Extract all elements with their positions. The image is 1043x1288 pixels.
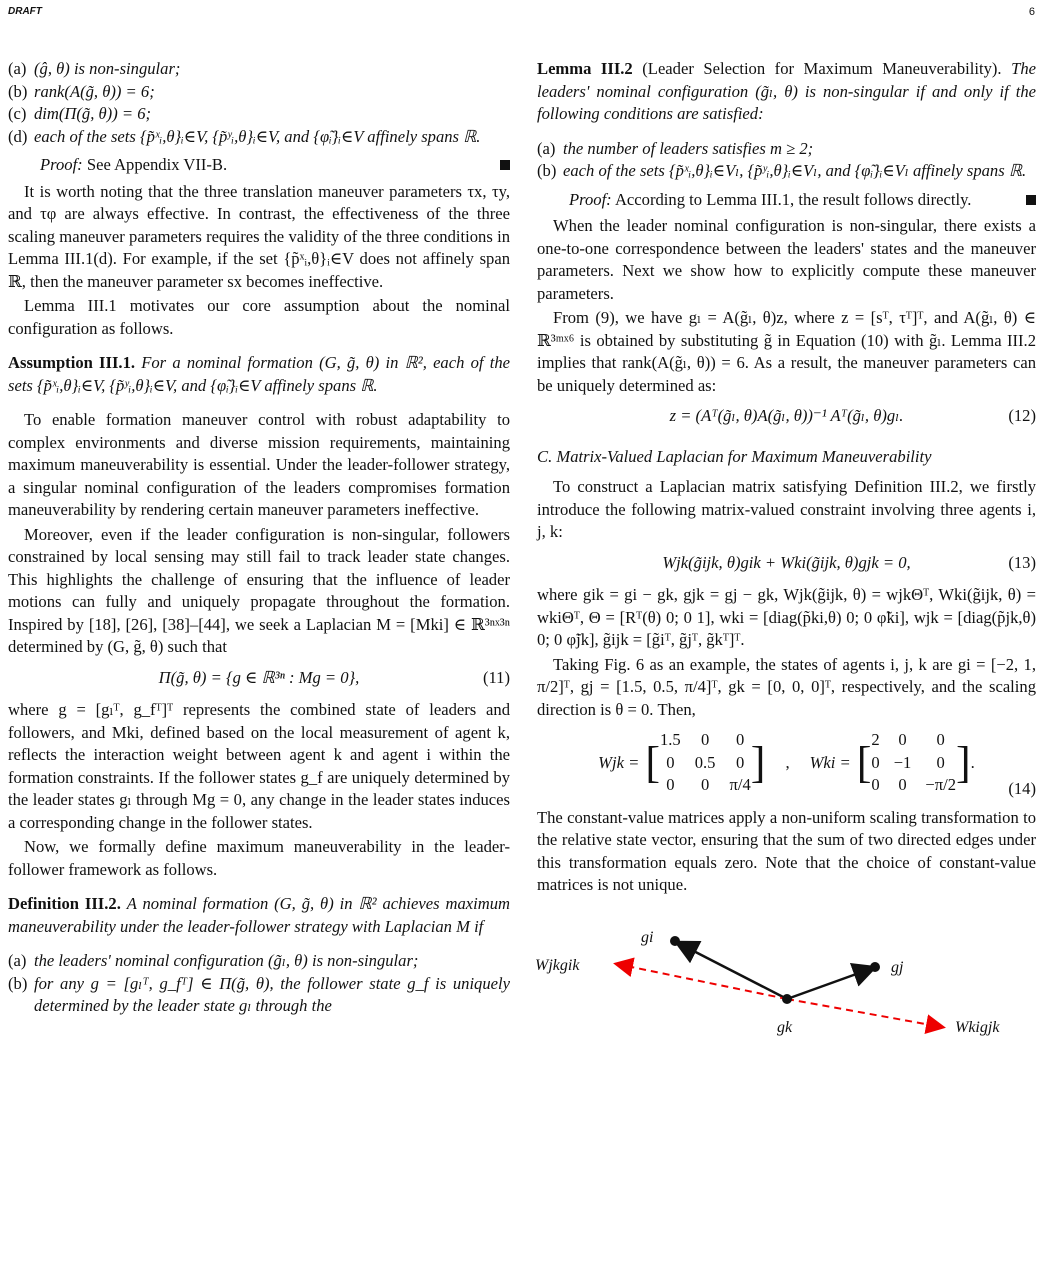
edge-gk-gi xyxy=(678,943,787,999)
wjk-matrix-cell: 0 xyxy=(666,775,675,794)
wjk-matrix-cell: 0 xyxy=(666,752,675,772)
wki-matrix-cell: −1 xyxy=(893,752,912,772)
draft-label: DRAFT xyxy=(8,6,42,17)
proof-text: See Appendix VII-B. xyxy=(86,155,228,174)
figure-6 xyxy=(537,911,1036,1061)
paragraph: From (9), we have gₗ = A(g̃ₗ, θ)z, where z = [sᵀ, τᵀ]ᵀ, and A(g̃ₗ, θ) ∈ ℝ³ᵐˣ⁶ is obtained by substituting g̃ in Equation (10) with g̃ₗ. Lemma III.2 implies that rank(A(g̃ₗ, θ)) = 6. As a result, the maneuver parameters can be uniquely determined as: xyxy=(537,308,1036,395)
edge-wjkgik xyxy=(617,964,787,999)
label-wkigjk: Wkigjk xyxy=(955,1018,1000,1036)
proof xyxy=(537,189,1036,212)
paragraph: The constant-value matrices apply a non-uniform scaling transformation to the relative state vector, ensuring that the sum of two directed edges under this transformation equals zero. Note that the choice of constant-value matrices is not unique. xyxy=(537,807,1036,894)
wki-matrix-cell: 0 xyxy=(898,775,907,794)
proof-text: According to Lemma III.1, the result follows directly. xyxy=(614,189,972,209)
wki-matrix-cell: 2 xyxy=(871,730,880,749)
equation-number: (11) xyxy=(482,667,510,687)
wjk-matrix-cell: 0 xyxy=(700,775,710,794)
wjk-matrix-cell: 0 xyxy=(735,730,745,749)
wjk-matrix-cell: 0.5 xyxy=(694,752,716,772)
wki-matrix-cell: −π/2 xyxy=(925,775,957,794)
paragraph: where g = [gₗᵀ, g_fᵀ]ᵀ represents the combined state of leaders and followers, and Mki, defined based on the local measurement of agent k, reflects the interaction weight between agent k and agent i within the formation constraints. If the follower states g_f are uniquely determined by the leader states gₗ through Mg = 0, any change in the leader states induces a corresponding change in the follower states. xyxy=(8,700,510,832)
list-item: (b) each of the sets {p̃ˣᵢ,θ}ᵢ∈Vₗ, {p̃ʸᵢ,θ}ᵢ∈Vₗ, and {φ̃ᵢ}ᵢ∈Vₗ affinely spans ℝ. xyxy=(537,161,1027,180)
wki-matrix-cell: 0 xyxy=(936,730,945,749)
wki-label: Wki = xyxy=(809,752,851,772)
lemma-conditions-list xyxy=(8,58,510,148)
label-gi: gi xyxy=(641,928,654,946)
paragraph: It is worth noting that the three translation maneuver parameters τx, τy, and τφ are always effective. In contrast, the effectiveness of the three scaling maneuver parameters requires the validity of the three conditions in Lemma III.1(d). For example, if the set {p̃ˣᵢ,θ}ᵢ∈V does not affinely span ℝ, then the maneuver parameter sx becomes ineffective. xyxy=(8,181,510,291)
list-item: (a) the leaders' nominal configuration (g̃ₗ, θ) is non-singular; xyxy=(8,951,419,970)
definition-title: Definition III.2. xyxy=(8,894,121,913)
qed-square xyxy=(1026,195,1036,205)
paragraph: Taking Fig. 6 as an example, the states of agents i, j, k are gi = [−2, 1, π/2]ᵀ, gj = [1.5, 0.5, π/4]ᵀ, gk = [0, 0, 0]ᵀ, respectively, and the scaling direction is θ = 0. Then, xyxy=(537,654,1036,719)
list-item: (a) (ĝ, θ) is non-singular; xyxy=(8,59,181,78)
page-number: 6 xyxy=(1028,6,1035,18)
label-gk: gk xyxy=(777,1018,793,1036)
paragraph: When the leader nominal configuration is non-singular, there exists a one-to-one correspondence between the leaders' states and the maneuver parameters. Next we show how to explicitly compute these maneuver parameters. xyxy=(537,216,1036,303)
wki-matrix: [ 2 0 0 0 −1 0 0 0 −π/2 ] xyxy=(857,729,971,797)
assumption-title: Assumption III.1. xyxy=(8,353,136,372)
node-gj xyxy=(870,962,880,972)
paragraph: Now, we formally define maximum maneuverability in the leader-follower framework as follows. xyxy=(8,837,510,879)
wjk-matrix-cell: 1.5 xyxy=(659,730,681,749)
wki-matrix-cell: 0 xyxy=(936,752,945,772)
label-wjkgik: Wjkgik xyxy=(535,956,580,974)
definition xyxy=(8,893,510,938)
wjk-matrix-cell: π/4 xyxy=(729,775,751,794)
proof-label: Proof: xyxy=(569,189,612,209)
lemma-subtitle: (Leader Selection for Maximum Maneuverability). xyxy=(642,59,1002,78)
list-item: (d) each of the sets {p̃ˣᵢ,θ}ᵢ∈V, {p̃ʸᵢ,θ}ᵢ∈V, and {φ̃ᵢ}ᵢ∈V affinely spans ℝ. xyxy=(8,126,481,146)
equation-number: (12) xyxy=(1008,406,1036,425)
lemma-title: Lemma III.2 xyxy=(537,59,633,78)
equation-number: (14) xyxy=(1008,779,1036,798)
lemma-text: The leaders' nominal configuration (g̃ₗ, θ) is non-singular if and only if the following conditions are satisfied: xyxy=(537,59,1037,123)
assumption xyxy=(8,352,510,397)
lemma-conditions-list xyxy=(537,138,1036,183)
assumption-text: For a nominal formation (G, g̃, θ) in ℝ², each of the sets {p̃ˣᵢ,θ}ᵢ∈V, {p̃ʸᵢ,θ}ᵢ∈V, and {φ̃ᵢ}ᵢ∈V affinely spans ℝ. xyxy=(8,353,510,395)
wjk-label: Wjk = xyxy=(598,752,640,772)
wki-matrix-cell: 0 xyxy=(871,775,880,794)
qed-square xyxy=(500,160,510,170)
list-item: (b) rank(A(g̃, θ)) = 6; xyxy=(8,81,155,101)
paragraph: where gik = gi − gk, gjk = gj − gk, Wjk(g̃ijk, θ) = wjkΘᵀ, Wki(g̃ijk, θ) = wkiΘᵀ, Θ = [Rᵀ(θ) 0; 0 1], wki = [diag(p̃ki,θ) 0; 0 φ̃ki], wjk = [diag(p̃jk,θ) 0; 0 φ̃jk], g̃ijk = [g̃iᵀ, g̃jᵀ, g̃kᵀ]ᵀ. xyxy=(537,585,1036,649)
lemma xyxy=(537,58,1036,126)
equation-number: (13) xyxy=(1008,552,1036,572)
paragraph: To enable formation maneuver control with robust adaptability to complex environments and diverse mission requirements, maintaining maximum maneuverability is essential. Under the leader-follower strategy, a singular nominal configuration of the leaders compromises formation maneuverability by rendering certain maneuver parameters ineffective. xyxy=(8,410,510,519)
section-heading: C. Matrix-Valued Laplacian for Maximum Maneuverability xyxy=(537,446,932,466)
wjk-matrix-cell: 0 xyxy=(700,730,710,749)
list-item: (b) for any g = [gₗᵀ, g_fᵀ] ∈ Π(g̃, θ), the follower state g_f is uniquely determined by the leader state gₗ through the xyxy=(8,973,510,1015)
paragraph: Lemma III.1 motivates our core assumption about the nominal configuration as follows. xyxy=(8,296,510,338)
wki-matrix-cell: 0 xyxy=(898,730,907,749)
equation-11: Π(g̃, θ) = {g ∈ ℝ³ⁿ : Mg = 0}, (11) xyxy=(8,667,510,690)
label-gj: gj xyxy=(891,958,904,976)
proof-label: Proof: xyxy=(40,155,83,174)
proof xyxy=(8,154,510,177)
wjk-matrix-cell: 0 xyxy=(735,752,745,772)
list-item: (c) dim(Π(g̃, θ)) = 6; xyxy=(8,104,152,123)
edge-gk-gj xyxy=(787,968,873,999)
definition-conditions-list xyxy=(8,950,510,1018)
definition-text: A nominal formation (G, g̃, θ) in ℝ² achieves maximum maneuverability under the leader-follower strategy with Laplacian M if xyxy=(8,894,510,936)
equation-12: z = (Aᵀ(g̃ₗ, θ)A(g̃ₗ, θ))⁻¹ Aᵀ(g̃ₗ, θ)gₗ. (12) xyxy=(537,405,1036,428)
equation-14: Wjk = [ 1.5 0 0 0 0.5 0 0 0 π/4 ] , Wki = [ 2 0 0 0 −1 0 0 0 −π/2 ] . (14) xyxy=(537,729,1036,797)
node-gi xyxy=(670,936,680,946)
node-gk xyxy=(782,994,792,1004)
paragraph: To construct a Laplacian matrix satisfying Definition III.2, we firstly introduce the following matrix-valued constraint involving three agents i, j, k: xyxy=(537,477,1036,541)
equation-13: Wjk(g̃ijk, θ)gik + Wki(g̃ijk, θ)gjk = 0, (13) xyxy=(537,552,1036,575)
page-header xyxy=(8,6,1035,24)
list-item: (a) the number of leaders satisfies m ≥ 2; xyxy=(537,138,814,158)
left-column xyxy=(8,58,510,1024)
wki-matrix-cell: 0 xyxy=(871,752,880,772)
paragraph: Moreover, even if the leader configuration is non-singular, followers constrained by local sensing may still fail to track leader state changes. This highlights the challenge of ensuring that the influence of leader motions can fully and uniquely propagate throughout the formation. Inspired by [18], [26], [38]–[44], we seek a Laplacian M = [Mki] ∈ ℝ³ⁿˣ³ⁿ determined by (G, g̃, θ) such that xyxy=(8,524,510,656)
right-column xyxy=(537,58,1036,1061)
wjk-matrix: [ 1.5 0 0 0 0.5 0 0 0 π/4 ] xyxy=(645,729,765,797)
edge-wkigjk xyxy=(787,999,942,1027)
